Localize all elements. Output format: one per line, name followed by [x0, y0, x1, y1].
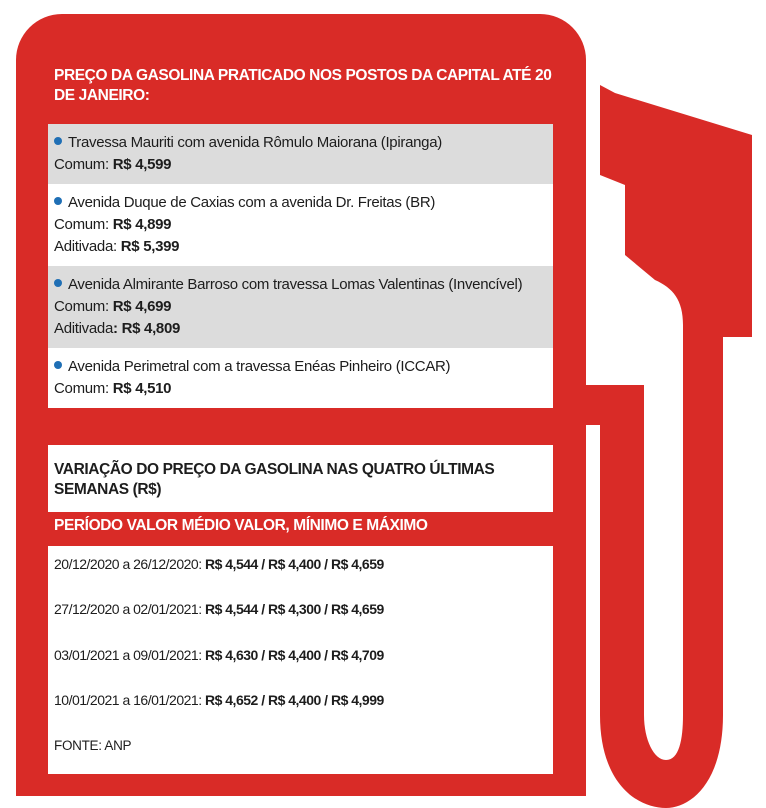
- table-row: [54, 647, 384, 663]
- price-value: R$ 4,510: [112, 380, 172, 397]
- main-title: PREÇO DA GASOLINA PRATICADO NOS POSTOS DA CAPITAL ATÉ 20 DE JANEIRO:: [54, 67, 552, 104]
- station-item: [48, 124, 553, 184]
- period-label: 27/12/2020 a 02/01/2021:: [54, 601, 205, 617]
- station-address: Avenida Perimetral com a travessa Enéas Pinheiro (ICCAR): [68, 358, 451, 375]
- bullet-icon: [54, 197, 62, 205]
- station-item: [48, 266, 553, 348]
- dotted-divider: [48, 441, 553, 443]
- fuel-nozzle-handle-icon: [580, 85, 766, 808]
- price-label: Aditivada:: [54, 238, 121, 255]
- variation-table: [48, 546, 553, 774]
- station-address: Travessa Mauriti com avenida Rômulo Maiorana (Ipiranga): [68, 134, 442, 151]
- station-address: Avenida Duque de Caxias com a avenida Dr. Freitas (BR): [68, 194, 436, 211]
- price-value: R$ 4,699: [112, 298, 172, 315]
- price-label: Comum:: [54, 216, 113, 233]
- price-label: Aditivada: [54, 320, 114, 337]
- price-label: Comum:: [54, 380, 113, 397]
- bullet-icon: [54, 137, 62, 145]
- period-label: 03/01/2021 a 09/01/2021:: [54, 647, 205, 663]
- table-row: [54, 556, 384, 572]
- period-label: 10/01/2021 a 16/01/2021:: [54, 692, 205, 708]
- period-values: R$ 4,544 / R$ 4,400 / R$ 4,659: [204, 556, 384, 572]
- table-row: [54, 692, 384, 708]
- period-values: R$ 4,630 / R$ 4,400 / R$ 4,709: [204, 647, 384, 663]
- price-label: Comum:: [54, 156, 113, 173]
- price-label: Comum:: [54, 298, 113, 315]
- table-row: [54, 601, 384, 617]
- period-values: R$ 4,652 / R$ 4,400 / R$ 4,999: [204, 692, 384, 708]
- station-address: Avenida Almirante Barroso com travessa Lomas Valentinas (Invencível): [68, 276, 523, 293]
- station-item: [48, 184, 553, 266]
- variation-section: [48, 445, 553, 512]
- period-header: PERÍODO VALOR MÉDIO VALOR, MÍNIMO E MÁXIMO: [54, 517, 428, 534]
- price-value: : R$ 4,809: [113, 320, 181, 337]
- price-value: R$ 4,899: [112, 216, 172, 233]
- price-value: R$ 4,599: [112, 156, 172, 173]
- period-label: 20/12/2020 a 26/12/2020:: [54, 556, 205, 572]
- price-value: R$ 5,399: [120, 238, 180, 255]
- source-note: FONTE: ANP: [54, 738, 132, 753]
- station-item: [48, 348, 553, 408]
- bullet-icon: [54, 279, 62, 287]
- bullet-icon: [54, 361, 62, 369]
- variation-title: VARIAÇÃO DO PREÇO DA GASOLINA NAS QUATRO ÚLTIMAS SEMANAS (R$): [54, 461, 495, 498]
- stations-list: [48, 124, 553, 408]
- period-values: R$ 4,544 / R$ 4,300 / R$ 4,659: [204, 601, 384, 617]
